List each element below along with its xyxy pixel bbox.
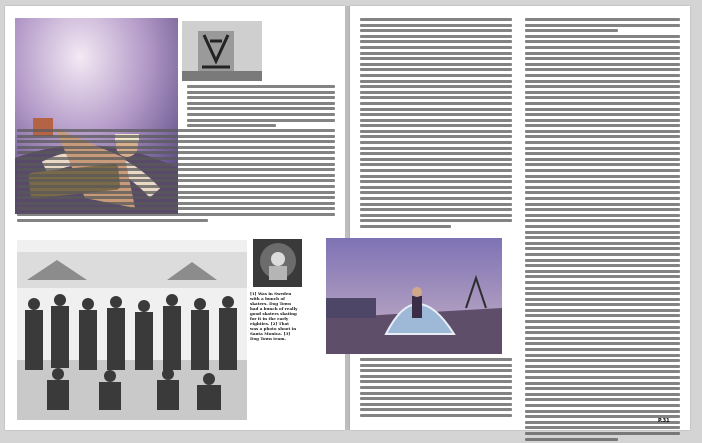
page-number: P.31 [658,418,670,424]
left-page [5,6,345,430]
ramp-session-photo [326,238,502,354]
right-page-body-col-1 [360,18,512,231]
team-group-photo [17,240,247,420]
caption-text: [1] Was in Sweden with a bunch of skaters. Dog Town had a bunch of really good skaters skating for it in the early eighties. [2] That was a photo shoot in Santa Monica. [3] Dog Town team. [250,291,298,341]
graffiti-wall-photo [182,21,262,81]
right-page-body-col-2 [525,18,680,443]
right-page-body-col-1-lower [360,358,512,420]
photo-caption [250,291,298,401]
right-page [350,6,690,430]
left-page-body-text [17,85,335,229]
skater-portrait-photo [253,239,302,287]
